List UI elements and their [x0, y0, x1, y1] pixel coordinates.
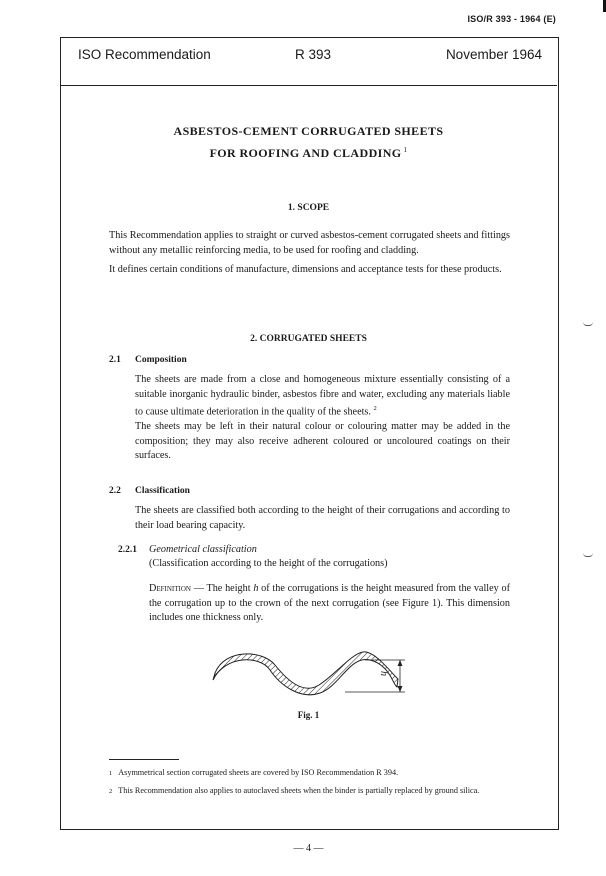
section-2-2-1-number: 2.2.1 — [118, 545, 137, 555]
section-2-2-title: Classification — [135, 486, 190, 496]
footnote-2 — [109, 785, 519, 797]
section-1-para-2: It defines certain conditions of manufacture, dimensions and acceptance tests for these products. — [109, 264, 502, 275]
footnote-2-number: 2 — [109, 788, 113, 795]
title-bar-center: R 393 — [295, 47, 332, 62]
section-1-heading: 1. SCOPE — [287, 203, 330, 213]
footnote-ref-2: 2 — [373, 405, 377, 412]
section-2-1-para-2: The sheets may be left in their natural colour or colouring matter may be added in the composition; they may also receive adherent coloured or uncoloured coatings on their surfaces. — [135, 421, 510, 461]
title-bar-divider — [60, 85, 557, 86]
margin-mark-1 — [583, 322, 593, 326]
title-bar-left: ISO Recommendation — [78, 47, 211, 62]
section-1-para-1: This Recommendation applies to straight or curved asbestos-cement corrugated sheets and fittings without any metallic reinforcing media, to be used for roofing and cladding. — [109, 230, 510, 256]
section-2-1-title: Composition — [135, 355, 187, 365]
figure-dimension-label: h — [378, 671, 389, 676]
figure-caption: Fig. 1 — [297, 710, 320, 720]
definition-paragraph — [149, 582, 510, 626]
corrugation-profile — [213, 652, 398, 695]
definition-dash: — The height — [190, 583, 254, 594]
footnote-1-text: Asymmetrical section corrugated sheets are covered by ISO Recommendation R 394. — [118, 768, 399, 777]
title-line-2 — [60, 141, 557, 163]
margin-mark-2 — [583, 553, 593, 557]
section-2-1-number: 2.1 — [109, 355, 121, 365]
page-number: — 4 — — [293, 843, 324, 854]
section-2-heading: 2. CORRUGATED SHEETS — [250, 334, 367, 344]
section-2-2-number: 2.2 — [109, 486, 121, 496]
footnote-1 — [109, 767, 519, 779]
title-line-2-text: FOR ROOFING AND CLADDING — [209, 146, 402, 160]
footnote-2-text: This Recommendation also applies to autoclaved sheets when the binder is partially replaced by ground silica. — [118, 786, 480, 795]
definition-var: h — [253, 583, 259, 594]
document-title — [60, 122, 557, 163]
section-2-2-1-subtitle: (Classification according to the height of the corrugations) — [149, 558, 388, 569]
title-bar-right: November 1964 — [445, 47, 542, 62]
section-2-1-para-1 — [135, 373, 510, 420]
section-2-2-para: The sheets are classified both according to the height of their corrugations and according to their load bearing capacity. — [135, 505, 510, 531]
dimension-arrow-down — [398, 686, 403, 692]
title-footnote-ref: 1 — [403, 146, 408, 154]
definition-text: of the corrugations is the height measured from the valley of the corrugation up to the crown of the next corrugation (see Figure 1). This dimension includes one thickness only. — [149, 583, 510, 623]
document-id: ISO/R 393 - 1964 (E) — [467, 14, 556, 24]
definition-label: Definition — [149, 583, 191, 594]
dimension-arrow-up — [398, 660, 403, 666]
section-2-2-1-title: Geometrical classification — [149, 544, 257, 555]
footnote-1-number: 1 — [109, 770, 113, 777]
footnote-separator — [109, 759, 179, 760]
title-line-1: ASBESTOS-CEMENT CORRUGATED SHEETS — [173, 124, 444, 138]
section-2-1-para-1-text: The sheets are made from a close and homogeneous mixture essentially consisting of a suitable inorganic hydraulic binder, asbestos fibre and water, excluding any materials liable to cause ultimate deterioration in the quality of the sheets. — [135, 374, 510, 418]
